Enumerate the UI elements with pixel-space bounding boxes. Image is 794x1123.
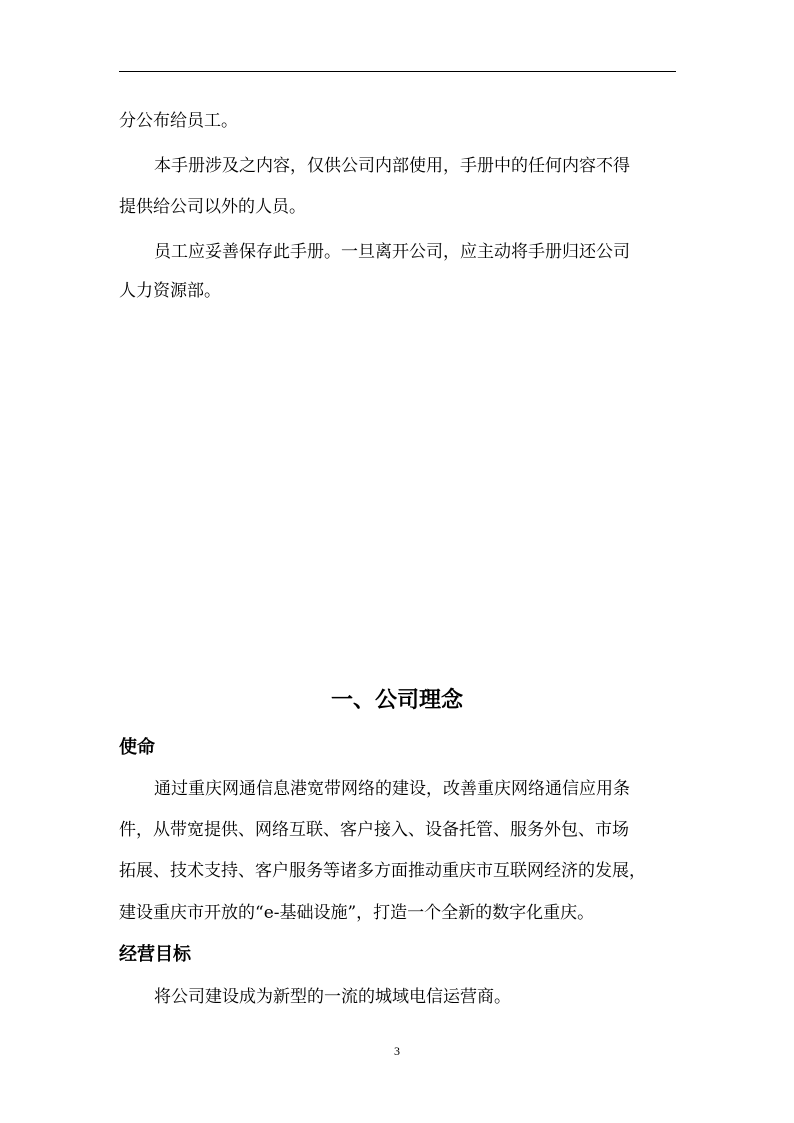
intro-p3-line-2: 人力资源部。 [119,281,221,301]
intro-line-1: 分公布给员工。 [119,111,238,131]
goal-heading: 经营目标 [119,944,191,965]
section-title: 一、公司理念 [330,688,463,713]
intro-p2-line-2: 提供给公司以外的人员。 [119,197,306,217]
mission-line-1: 通过重庆网通信息港宽带网络的建设，改善重庆网络通信应用条 [154,779,630,799]
intro-p2-line-1: 本手册涉及之内容，仅供公司内部使用，手册中的任何内容不得 [154,156,630,176]
page-number: 3 [394,1044,400,1058]
intro-p3-line-1: 员工应妥善保存此手册。一旦离开公司，应主动将手册归还公司 [154,242,630,262]
mission-line-2: 件，从带宽提供、网络互联、客户接入、设备托管、服务外包、市场 [119,820,629,840]
mission-line-4: 建设重庆市开放的“e-基础设施”，打造一个全新的数字化重庆。 [119,903,595,923]
mission-heading: 使命 [119,737,155,758]
header-rule [119,71,676,72]
mission-line-3: 拓展、技术支持、客户服务等诸多方面推动重庆市互联网经济的发展， [119,861,646,881]
goal-text: 将公司建设成为新型的一流的城域电信运营商。 [154,987,511,1007]
